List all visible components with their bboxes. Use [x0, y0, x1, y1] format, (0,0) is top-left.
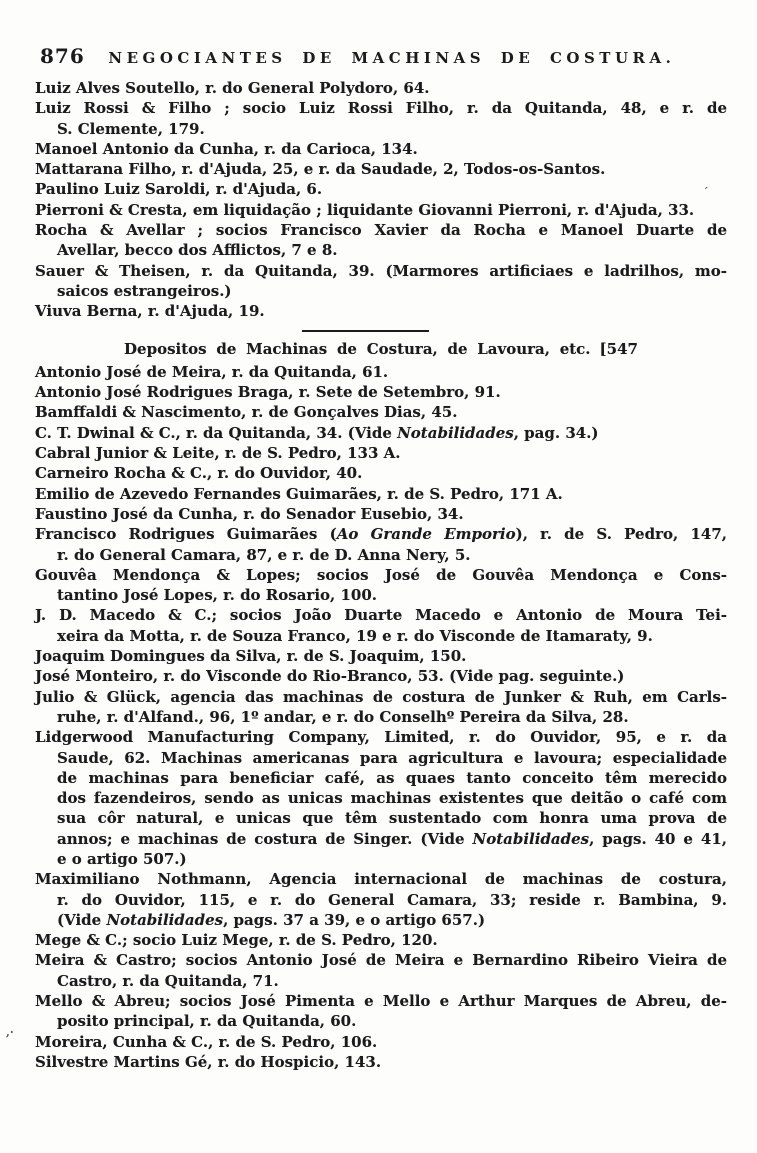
directory-entry	[35, 402, 727, 422]
entry-text: Carneiro Rocha & C., r. do Ouvidor, 40.	[35, 464, 363, 483]
entry-text: Faustino José da Cunha, r. do Senador Eusebio, 34.	[35, 504, 464, 523]
entry-line	[35, 301, 727, 321]
directory-entry	[35, 382, 727, 402]
entry-text: Castro, r. da Quitanda, 71.	[57, 971, 279, 990]
entry-text: Mello & Abreu; socios José Pimenta e Mello e Arthur Marques de Abreu, de-	[35, 992, 727, 1011]
section-heading-ref: [547	[599, 339, 638, 358]
entry-text: Cabral Junior & Leite, r. de S. Pedro, 133 A.	[35, 444, 401, 463]
entry-line	[35, 200, 727, 220]
running-head-title: NEGOCIANTES DE MACHINAS DE COSTURA.	[108, 49, 676, 67]
directory-entry	[35, 1052, 727, 1072]
entry-text: Mattarana Filho, r. d'Ajuda, 25, e r. da Saudade, 2, Todos-os-Santos.	[35, 160, 606, 179]
directory-entry	[35, 930, 727, 950]
entry-line	[35, 930, 727, 950]
directory-entry	[35, 950, 727, 991]
directory-entry	[35, 139, 727, 159]
entry-line	[35, 626, 727, 646]
entry-line	[35, 950, 727, 970]
entry-text: Saude, 62. Machinas americanas para agricultura e lavoura; especialidade	[57, 748, 727, 767]
entry-text: Manoel Antonio da Cunha, r. da Carioca, 134.	[35, 139, 418, 158]
entry-line	[35, 443, 727, 463]
entry-text: Antonio José Rodrigues Braga, r. Sete de Setembro, 91.	[35, 383, 501, 402]
entry-text: annos; e machinas de costura de Singer. (Vide	[57, 829, 473, 848]
entry-text: Julio & Glück, agencia das machinas de costura de Junker & Ruh, em Carls-	[35, 687, 727, 706]
directory-entry	[35, 605, 727, 646]
directory-entry	[35, 504, 727, 524]
entry-line	[35, 707, 727, 727]
entry-line	[35, 261, 727, 281]
section-depositos-list	[35, 362, 727, 1072]
entry-line	[35, 788, 727, 808]
entry-text: ), r. de S. Pedro, 147,	[515, 525, 727, 544]
entry-line	[35, 463, 727, 483]
entry-line	[35, 727, 727, 747]
entry-line	[35, 545, 727, 565]
entry-text: Maximiliano Nothmann, Agencia internacional de machinas de costura,	[35, 870, 727, 889]
entry-line	[35, 382, 727, 402]
directory-entry	[35, 1032, 727, 1052]
entry-line	[35, 991, 727, 1011]
entry-text: , pags. 37 a 39, e o artigo 657.)	[223, 910, 486, 929]
entry-text: Mege & C.; socio Luiz Mege, r. de S. Pedro, 120.	[35, 931, 438, 950]
directory-entry	[35, 220, 727, 261]
directory-entry	[35, 524, 727, 565]
page-number: 876	[40, 44, 85, 68]
entry-line	[35, 971, 727, 991]
entry-text: sua côr natural, e unicas que têm sustentado com honra uma prova de	[57, 809, 727, 828]
directory-entry	[35, 484, 727, 504]
entry-line	[35, 910, 727, 930]
entry-line	[35, 484, 727, 504]
entry-line	[35, 768, 727, 788]
section-heading-text: Depositos de Machinas de Costura, de Lavoura, etc.	[124, 339, 591, 358]
entry-text: de machinas para beneficiar café, as quaes tanto conceito têm merecido	[57, 768, 727, 787]
stray-ink-mark: ,·	[6, 1026, 14, 1039]
entry-text: tantino José Lopes, r. do Rosario, 100.	[57, 586, 378, 605]
entry-text: Rocha & Avellar ; socios Francisco Xavier da Rocha e Manoel Duarte de	[35, 221, 727, 240]
entry-text: e o artigo 507.)	[57, 849, 187, 868]
entry-line	[35, 78, 727, 98]
entry-line	[35, 748, 727, 768]
entry-text: Emilio de Azevedo Fernandes Guimarães, r. de S. Pedro, 171 A.	[35, 484, 563, 503]
entry-line	[35, 1032, 727, 1052]
entry-line	[35, 504, 727, 524]
directory-entry	[35, 200, 727, 220]
entry-line	[35, 585, 727, 605]
directory-entry	[35, 78, 727, 98]
entry-text: Viuva Berna, r. d'Ajuda, 19.	[35, 302, 265, 321]
entry-text: Pierroni & Cresta, em liquidação ; liquidante Giovanni Pierroni, r. d'Ajuda, 33.	[35, 200, 695, 219]
entry-text: saicos estrangeiros.)	[57, 281, 232, 300]
entry-text: Gouvêa Mendonça & Lopes; socios José de Gouvêa Mendonça e Cons-	[35, 565, 727, 584]
directory-entry	[35, 443, 727, 463]
italic-reference: Notabilidades	[397, 423, 514, 442]
directory-entry	[35, 261, 727, 302]
directory-entry	[35, 565, 727, 606]
entry-line	[35, 240, 727, 260]
entry-text: Luiz Alves Soutello, r. do General Polydoro, 64.	[35, 79, 430, 97]
entry-text: dos fazendeiros, sendo as unicas machinas existentes que deitão o café com	[57, 789, 727, 808]
entry-line	[35, 565, 727, 585]
entry-line	[35, 1052, 727, 1072]
entry-line	[35, 849, 727, 869]
entry-line	[35, 159, 727, 179]
directory-entry	[35, 727, 727, 869]
entry-text: J. D. Macedo & C.; socios João Duarte Macedo e Antonio de Moura Tei-	[35, 606, 727, 625]
entry-text: Luiz Rossi & Filho ; socio Luiz Rossi Filho, r. da Quitanda, 48, e r. de	[35, 99, 727, 118]
directory-entry	[35, 98, 727, 139]
entry-line	[35, 281, 727, 301]
entry-text: (Vide	[57, 910, 107, 929]
directory-entry	[35, 159, 727, 179]
entry-line	[35, 179, 727, 199]
entry-line	[35, 687, 727, 707]
entry-text: Silvestre Martins Gé, r. do Hospicio, 143.	[35, 1052, 382, 1071]
section-heading	[35, 339, 727, 359]
entry-text: posito principal, r. da Quitanda, 60.	[57, 1012, 357, 1031]
entry-text: Francisco Rodrigues Guimarães (	[35, 525, 337, 544]
entry-line	[35, 402, 727, 422]
directory-entry	[35, 646, 727, 666]
entry-line	[35, 220, 727, 240]
entry-line	[35, 605, 727, 625]
italic-reference: Ao Grande Emporio	[336, 525, 516, 544]
entry-line	[35, 423, 727, 443]
directory-entry	[35, 869, 727, 930]
entry-line	[35, 362, 727, 382]
entry-text: Antonio José de Meira, r. da Quitanda, 61.	[35, 362, 389, 381]
entry-text: José Monteiro, r. do Visconde do Rio-Branco, 53. (Vide pag. seguinte.)	[35, 667, 625, 686]
entry-text: Meira & Castro; socios Antonio José de Meira e Bernardino Ribeiro Vieira de	[35, 951, 727, 970]
entry-line	[35, 869, 727, 889]
directory-entry	[35, 301, 727, 321]
entry-line	[35, 646, 727, 666]
entry-line	[35, 890, 727, 910]
entry-text: Avellar, becco dos Afflictos, 7 e 8.	[57, 241, 338, 260]
directory-entry	[35, 362, 727, 382]
entry-text: xeira da Motta, r. de Souza Franco, 19 e r. do Visconde de Itamaraty, 9.	[57, 626, 653, 645]
italic-reference: Notabilidades	[106, 910, 224, 929]
entry-text: r. do Ouvidor, 115, e r. do General Camara, 33; reside r. Bambina, 9.	[57, 890, 727, 909]
section-negociantes-list	[35, 78, 727, 322]
directory-entry	[35, 687, 727, 728]
directory-entry	[35, 666, 727, 686]
entry-line	[35, 808, 727, 828]
entry-text: Joaquim Domingues da Silva, r. de S. Joaquim, 150.	[35, 647, 467, 666]
section-divider-rule	[302, 330, 429, 332]
entry-line	[35, 98, 727, 118]
entry-text: Bamffaldi & Nascimento, r. de Gonçalves Dias, 45.	[35, 403, 458, 422]
entry-line	[35, 119, 727, 139]
entry-text: Moreira, Cunha & C., r. de S. Pedro, 106.	[35, 1032, 378, 1051]
entry-line	[35, 1011, 727, 1031]
directory-entry	[35, 179, 727, 199]
entry-text: Paulino Luiz Saroldi, r. d'Ajuda, 6.	[35, 180, 323, 199]
directory-entry	[35, 463, 727, 483]
entry-line	[35, 139, 727, 159]
directory-entry	[35, 423, 727, 443]
entry-text: Lidgerwood Manufacturing Company, Limited, r. do Ouvidor, 95, e r. da	[35, 728, 727, 747]
entry-text: C. T. Dwinal & C., r. da Quitanda, 34. (Vide	[35, 423, 398, 442]
entry-text: S. Clemente, 179.	[57, 119, 205, 138]
directory-entry	[35, 991, 727, 1032]
entry-text: r. do General Camara, 87, e r. de D. Anna Nery, 5.	[57, 545, 471, 564]
entry-line	[35, 524, 727, 544]
page-body	[35, 78, 727, 1072]
entry-text: Sauer & Theisen, r. da Quitanda, 39. (Marmores artificiaes e ladrilhos, mo-	[35, 261, 727, 280]
page-header	[40, 44, 699, 68]
entry-text: ruhe, r. d'Alfand., 96, 1º andar, e r. do Conselhº Pereira da Silva, 28.	[57, 707, 629, 726]
entry-text: , pags. 40 e 41,	[589, 829, 727, 848]
italic-reference: Notabilidades	[472, 829, 590, 848]
entry-line	[35, 666, 727, 686]
entry-text: , pag. 34.)	[513, 423, 599, 442]
entry-line	[35, 829, 727, 849]
stray-ink-mark: ´	[703, 186, 709, 199]
